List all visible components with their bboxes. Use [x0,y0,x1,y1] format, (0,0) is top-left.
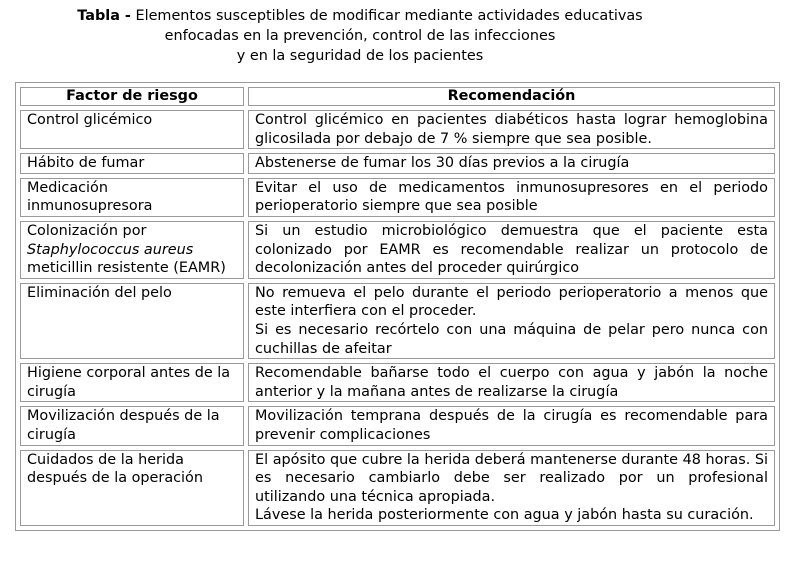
recommendation-cell [248,406,775,445]
header-recommendation: Recomendación [248,87,775,106]
factor-cell: Medicación inmunosupresora [20,178,244,217]
factor-cell: Cuidados de la herida después de la operación [20,450,244,526]
recommendation-cell [248,450,775,526]
factor-cell: Hábito de fumar [20,153,244,174]
factor-cell: Eliminación del pelo [20,283,244,359]
factor-line: Colonización por [27,222,147,239]
factor-cell: Higiene corporal antes de la cirugía [20,363,244,402]
recommendation-cell [248,283,775,359]
factor-line-italic: Staphylococcus aureus [27,241,194,258]
table-row [20,110,775,149]
caption-line-1 [0,6,720,26]
recommendation-text: Recomendable bañarse todo el cuerpo con agua y jabón la noche anterior y la mañana antes de realizarse la cirugía [255,365,768,400]
recommendation-cell [248,221,775,279]
table-row [20,178,775,217]
factor-cell: Movilización después de la cirugía [20,406,244,445]
table-row [20,406,775,445]
recommendation-text: Control glicémico en pacientes diabéticos hasta lograr hemoglobina glicosilada por debajo de 7 % siempre que sea posible. [255,112,768,147]
recommendation-text: Si un estudio microbiológico demuestra que el paciente esta colonizado por EAMR es recomendable realizar un protocolo de decolonización antes del proceder quirúrgico [255,222,768,277]
recommendation-cell [248,363,775,402]
recommendation-text: Evitar el uso de medicamentos inmunosupresores en el periodo perioperatorio siempre que sea posible [255,179,768,215]
caption-line-3: y en la seguridad de los pacientes [236,48,484,64]
table-row [20,153,775,174]
header-row [20,87,775,106]
header-factor: Factor de riesgo [20,87,244,106]
table-row [20,221,775,279]
recommendation-text: Lávese la herida posteriormente con agua y jabón hasta su curación. [255,507,754,524]
table-row [20,450,775,526]
table-row [20,363,775,402]
recommendation-cell [248,153,775,174]
recommendation-text: Movilización temprana después de la cirugía es recomendable para prevenir complicaciones [255,408,768,443]
caption-title: Elementos susceptibles de modificar mediante actividades educativas [135,8,643,24]
factor-cell [20,221,244,279]
recommendations-table [15,82,780,531]
recommendation-text: Abstenerse de fumar los 30 días previos a la cirugía [255,155,630,172]
recommendation-text: El apósito que cubre la herida deberá mantenerse durante 48 horas. Si es necesario cambiarlo debe ser realizado por un profesional utilizando una técnica apropiada. [255,451,768,505]
recommendation-text: No remueva el pelo durante el periodo perioperatorio a menos que este interfiera con el proceder. [255,284,768,320]
table-caption [0,6,720,66]
table-row [20,283,775,359]
factor-line: meticillin resistente (EAMR) [27,260,226,277]
caption-line-2: enfocadas en la prevención, control de las infecciones [164,28,556,44]
caption-lead: Tabla - [77,8,131,24]
recommendation-text: Si es necesario recórtelo con una máquina de pelar pero nunca con cuchillas de afeitar [255,321,768,357]
recommendation-cell [248,110,775,149]
factor-cell: Control glicémico [20,110,244,149]
recommendation-cell [248,178,775,217]
